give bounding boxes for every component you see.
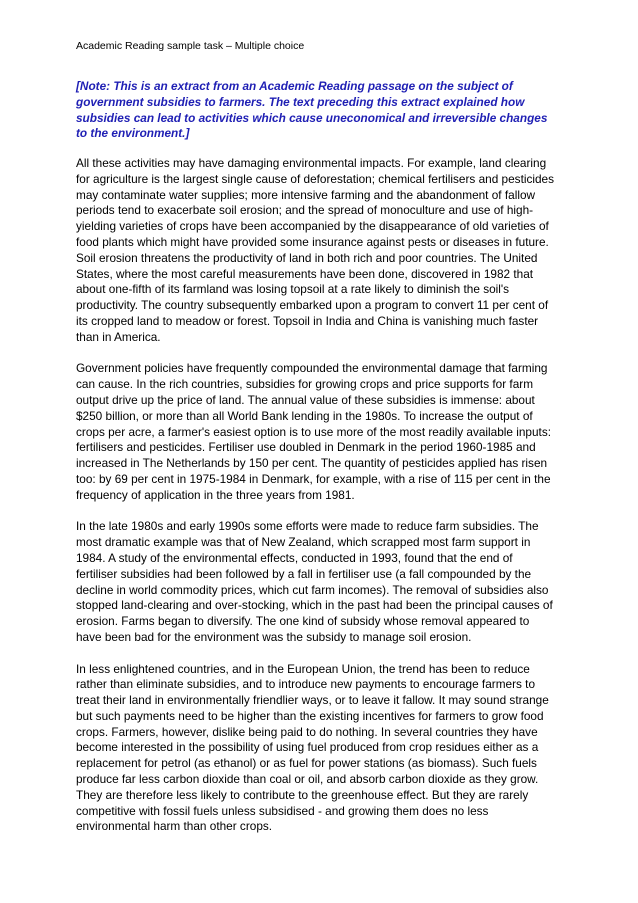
paragraph-3 xyxy=(76,519,566,645)
text-line: rather than eliminate subsidies, and to introduce new payments to encourage farmers to xyxy=(76,677,536,692)
text-line: environmental harm than other crops. xyxy=(76,819,273,834)
text-line: crops per acre, a farmer's easiest option is to use more of the most readily available inputs: xyxy=(76,424,552,439)
text-line: In less enlightened countries, and in the European Union, the trend has been to reduce xyxy=(76,661,530,676)
editor-note xyxy=(76,79,566,142)
text-line: 1984. A study of the environmental effects, conducted in 1993, found that the end of xyxy=(76,550,513,565)
text-line: Government policies have frequently compounded the environmental damage that farming xyxy=(76,361,548,376)
text-line: fertilisers and pesticides. Fertiliser use doubled in Denmark in the period 1960-1985 and xyxy=(76,440,536,455)
paragraph-4 xyxy=(76,662,566,836)
text-line: They are therefore less likely to contribute to the greenhouse effect. But they are rarely xyxy=(76,787,529,802)
text-line: productivity. The country subsequently embarked upon a program to convert 11 per cent of xyxy=(76,298,549,313)
note-line: government subsidies to farmers. The text preceding this extract explained how xyxy=(76,94,525,109)
text-line: become interested in the possibility of using fuel produced from crop residues either as a xyxy=(76,740,539,755)
text-line: have been bad for the environment was the subsidy to manage soil erosion. xyxy=(76,629,472,644)
note-line: [Note: This is an extract from an Academic Reading passage on the subject of xyxy=(76,79,513,93)
text-line: decline in world commodity prices, which cut farm incomes). The removal of subsidies also xyxy=(76,582,549,597)
text-line: food plants which might have provided some insurance against pests or diseases in future. xyxy=(76,234,549,249)
text-line: yielding varieties of crops have been accompanied by the disappearance of old varieties of xyxy=(76,219,549,234)
text-line: $250 billion, or more than all World Bank lending in the 1980s. To increase the output of xyxy=(76,408,533,423)
text-line: increased in The Netherlands by 150 per cent. The quantity of pesticides applied has risen xyxy=(76,456,548,471)
text-line: produce far less carbon dioxide than coal or oil, and absorb carbon dioxide as they grow. xyxy=(76,772,539,787)
text-line: stopped land-clearing and over-stocking, which in the past had been the principal causes of xyxy=(76,598,553,613)
text-line: All these activities may have damaging environmental impacts. For example, land clearing xyxy=(76,156,547,170)
text-line: erosion. Farms began to diversify. The one kind of subsidy whose removal appeared to xyxy=(76,614,530,629)
paragraph-2 xyxy=(76,361,566,503)
text-line: States, where the most careful measurements have been done, discovered in 1982 that xyxy=(76,266,534,281)
text-line: replacement for petrol (as ethanol) or as fuel for power stations (as biomass). Such fuels xyxy=(76,756,537,771)
text-line: about one-fifth of its farmland was losing topsoil at a rate likely to diminish the soil's xyxy=(76,282,510,297)
paragraph-1 xyxy=(76,156,566,346)
passage-body xyxy=(76,156,566,851)
text-line: frequency of application in the three years from 1981. xyxy=(76,487,355,502)
text-line: output drive up the price of land. The annual value of these subsidies is immense: about xyxy=(76,392,535,407)
page-header: Academic Reading sample task – Multiple choice xyxy=(76,40,305,52)
text-line: than in America. xyxy=(76,329,161,344)
text-line: fertiliser subsidies had been followed by a fall in fertiliser use (a fall compounded by the xyxy=(76,566,532,581)
text-line: but such payments need to be higher than the existing incentives for farmers to grow food xyxy=(76,708,544,723)
text-line: periods tend to exacerbate soil erosion; and the spread of monoculture and use of high- xyxy=(76,203,534,218)
text-line: most dramatic example was that of New Zealand, which scrapped most farm support in xyxy=(76,535,531,550)
text-line: Soil erosion threatens the productivity of land in both rich and poor countries. The United xyxy=(76,250,538,265)
text-line: too: by 69 per cent in 1975-1984 in Denmark, for example, with a rise of 115 per cent in the xyxy=(76,471,551,486)
text-line: can cause. In the rich countries, subsidies for growing crops and price supports for farm xyxy=(76,377,534,392)
text-line: its cropped land to meadow or forest. Topsoil in India and China is vanishing much faster xyxy=(76,313,539,328)
text-line: may contaminate water supplies; more intensive farming and the abandonment of fallow xyxy=(76,187,536,202)
note-line: to the environment.] xyxy=(76,126,190,141)
text-line: In the late 1980s and early 1990s some efforts were made to reduce farm subsidies. The xyxy=(76,519,539,534)
text-line: competitive with fossil fuels unless subsidised - and growing them does no less xyxy=(76,803,489,818)
note-line: subsidies can lead to activities which cause uneconomical and irreversible changes xyxy=(76,110,548,125)
text-line: for agriculture is the largest single cause of deforestation; chemical fertilisers and pesticides xyxy=(76,171,555,186)
text-line: treat their land in environmentally friendlier ways, or to leave it fallow. It may sound strange xyxy=(76,693,549,708)
text-line: crops. Farmers, however, dislike being paid to do nothing. In several countries they have xyxy=(76,724,538,739)
